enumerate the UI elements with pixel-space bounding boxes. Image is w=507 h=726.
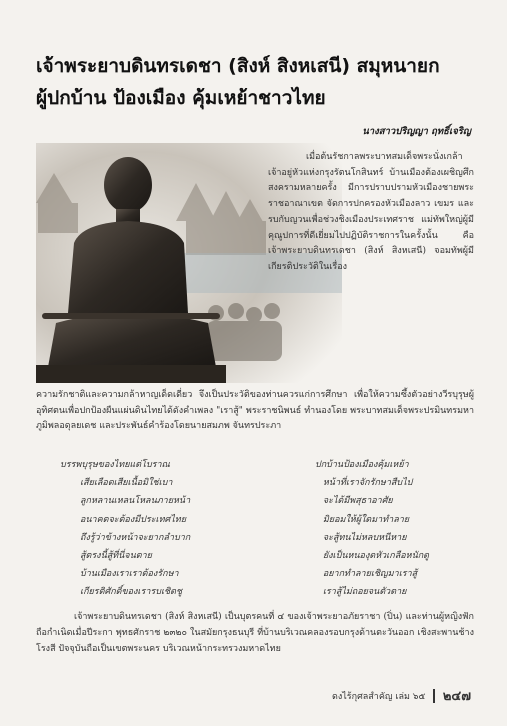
lyric-right: ยังเป็นหนองุดหัวเกลือหนักดู: [322, 551, 430, 562]
lyric-left: บรรพบุรุษของไทยแต่โบราณ: [60, 460, 170, 470]
lyric-left: ลูกหลานเหลนโหลนภายหน้า: [80, 496, 191, 507]
lyric-row: [60, 492, 480, 510]
article-title: [36, 50, 476, 114]
publication-name: ดงไร้กุศลสำคัญ เล่ม ๖๕: [332, 691, 426, 702]
intro-paragraph-continued-text: ความรักชาติและความกล้าหาญเด็ดเดี่ยว จึงเป็นประวัติของท่านควรแก่การศึกษา เพื่อให้ความซึ้งตัวอย่างวีรบุรุษผู้อุทิศตนเพื่อปกป้องผืนแผ่นดินไทยได้ดังคำเพลง "เราสู้" พระราชนิพนธ์ ทำนองโดย พระบาทสมเด็จพระปรมินทรมหาภูมิพลอดุลยเดช และประพันธ์คำร้องโดยนายสมภพ จันทรประภา: [36, 390, 474, 431]
lyric-right: จะได้มีพสุธาอาศัย: [322, 496, 393, 507]
biography-text: เจ้าพระยาบดินทรเดชา (สิงห์ สิงหเสนี) เป็นบุตรคนที่ ๔ ของเจ้าพระยาอภัยราชา (ปิ่น) และท่านผู้หญิงฟัก ถือกำเนิดเมื่อปีระกา พุทธศักราช ๒๓๒๐ ในสมัยกรุงธนบุรี ที่บ้านบริเวณคลองรอบกรุงด้านตะวันออก เชิงสะพานช้างโรงสี ปัจจุบันถือเป็นเขตพระนคร บริเวณหน้ากระทรวงมหาดไทย: [36, 612, 474, 654]
lyric-right: จะสู้ทนไม่หลบหนีหาย: [322, 532, 407, 543]
lyric-right: อยากทำลายเชิญมาเราสู้: [322, 569, 418, 580]
intro-paragraph-column: [268, 150, 474, 276]
lyric-right: เราสู้ไม่ถอยจนตัวตาย: [322, 587, 407, 598]
lyric-right: ปกบ้านป้องเมืองคุ้มเหย้า: [315, 460, 409, 470]
article-title-line-2: ผู้ปกบ้าน ป้องเมือง คุ้มเหย้าชาวไทย: [36, 87, 326, 109]
lyric-row: [60, 474, 480, 492]
footer-divider: [433, 689, 435, 703]
lyric-left: บ้านเมืองเราเราต้องรักษา: [80, 569, 179, 580]
lyric-right: หน้าที่เราจักรักษาสืบไป: [322, 478, 413, 489]
lyric-row: [60, 547, 480, 565]
article-title-line-1: เจ้าพระยาบดินทรเดชา (สิงห์ สิงหเสนี) สมุหนายก: [36, 55, 440, 77]
lyric-left: อนาคตจะต้องมีประเทศไทย: [80, 514, 186, 525]
page-footer: [332, 685, 471, 706]
lyric-row: [60, 565, 480, 583]
lyric-left: เสียเลือดเสียเนื้อมิใช่เบา: [80, 478, 173, 489]
lyric-left: สู้ตรงนี้สู้ที่นี่จนตาย: [80, 551, 152, 562]
song-lyrics: [60, 456, 480, 602]
lyric-right: มิยอมให้ผู้ใดมาทำลาย: [322, 514, 410, 525]
intro-paragraph: เมื่อต้นรัชกาลพระบาทสมเด็จพระนั่งเกล้าเจ้าอยู่หัวแห่งกรุงรัตนโกสินทร์ บ้านเมืองต้องเผชิญศึกสงครามหลายครั้ง มีการปราบปรามหัวเมืองชายพระราชอาณาเขต จัดการปกครองหัวเมืองลาว เขมร และรบกับญวนเพื่อช่วงชิงเมืองประเทศราช แม่ทัพใหญ่ผู้มีคุณูปการที่ดีเยี่ยมไปปฏิบัติราชการในครั้งนั้น คือ เจ้าพระยาบดินทรเดชา (สิงห์ สิงหเสนี) จอมทัพผู้มีเกียรติประวัติในเรื่อง: [268, 152, 474, 272]
lyric-row: [60, 529, 480, 547]
biography-paragraph: [36, 609, 474, 657]
lyric-row: [60, 583, 480, 601]
intro-paragraph-continued: [36, 388, 474, 435]
lyric-left: ถึงรู้ว่าข้างหน้าจะยากลำบาก: [80, 532, 191, 543]
lyric-row: [60, 456, 480, 474]
lyric-left: เกียรติศักดิ์ของเรารบเชิดชู: [80, 587, 183, 598]
lyric-row: [60, 511, 480, 529]
page-number: ๒๔๗: [442, 689, 471, 704]
author-name: นางสาวปริญญา ฤทธิ์เจริญ: [362, 126, 471, 137]
